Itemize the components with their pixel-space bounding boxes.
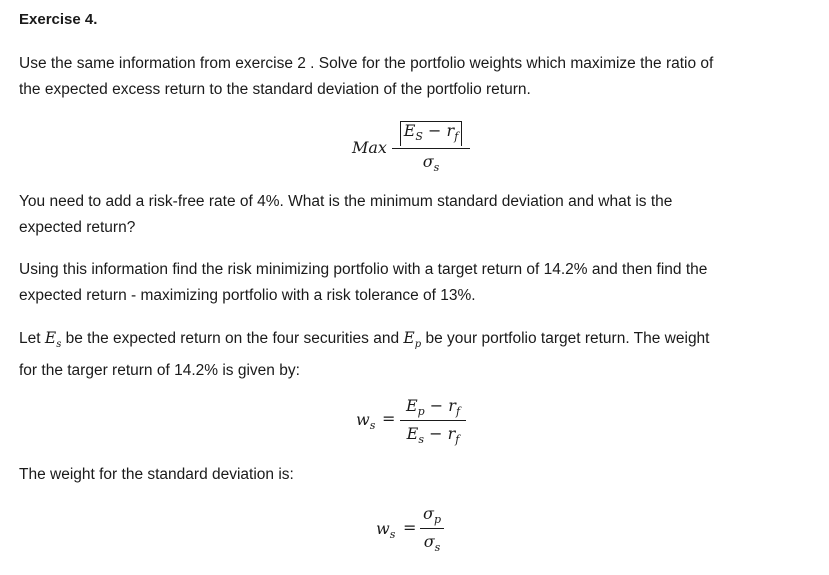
text-segment: be your portfolio target return. The weight (421, 330, 710, 347)
fraction-numerator: $E_p - r_f$ (405, 396, 461, 418)
weight-lhs: $w_s$ (376, 519, 396, 541)
text-line: Using this information find the risk minimizing portfolio with a target return of 14.2% and then find the (19, 261, 708, 278)
text-segment: be the expected return on the four securities and (61, 330, 404, 347)
max-ratio-fraction (392, 121, 470, 174)
text-line: for the targer return of 14.2% is given by: (19, 362, 300, 379)
target-weight-fraction (400, 396, 466, 446)
equation-target-weight (356, 396, 476, 446)
fraction-numerator: $E_S - r_f$ (392, 121, 470, 146)
equation-max-ratio (352, 121, 482, 177)
inline-math-Ep: $E_p$ (403, 329, 422, 350)
inline-math-Es: $E_s$ (44, 329, 62, 350)
std-weight-fraction (420, 504, 444, 554)
text-line: expected return - maximizing portfolio with a risk tolerance of 13%. (19, 287, 476, 304)
text-line: The weight for the standard deviation is: (19, 466, 294, 483)
text-segment: Let (19, 330, 45, 347)
fraction-denominator: $\sigma_s$ (423, 532, 441, 554)
fraction-bar (392, 148, 470, 149)
paragraph-std-weight (19, 462, 809, 488)
max-label: Max (352, 138, 387, 157)
paragraph-weights (19, 325, 809, 384)
fraction-denominator: $\sigma_s$ (422, 152, 440, 174)
text-line: Use the same information from exercise 2 . Solve for the portfolio weights which maximize the ratio of (19, 55, 714, 72)
equals-sign: = (403, 518, 417, 537)
equation-std-weight (376, 504, 456, 556)
equals-sign: = (382, 409, 396, 428)
text-line: the expected excess return to the standard deviation of the portfolio return. (19, 81, 531, 98)
fraction-bar (400, 420, 466, 421)
exercise-title: Exercise 4. (19, 11, 98, 28)
text-line: You need to add a risk-free rate of 4%. What is the minimum standard deviation and what is the (19, 193, 673, 210)
fraction-denominator: $E_s - r_f$ (406, 424, 460, 446)
fraction-bar (420, 528, 444, 529)
paragraph-risk-minimizing (19, 257, 809, 309)
text-line: expected return? (19, 219, 136, 236)
weight-lhs: $w_s$ (356, 410, 376, 432)
paragraph-intro (19, 51, 809, 103)
paragraph-risk-free (19, 189, 809, 241)
fraction-numerator: $\sigma_p$ (423, 504, 441, 526)
